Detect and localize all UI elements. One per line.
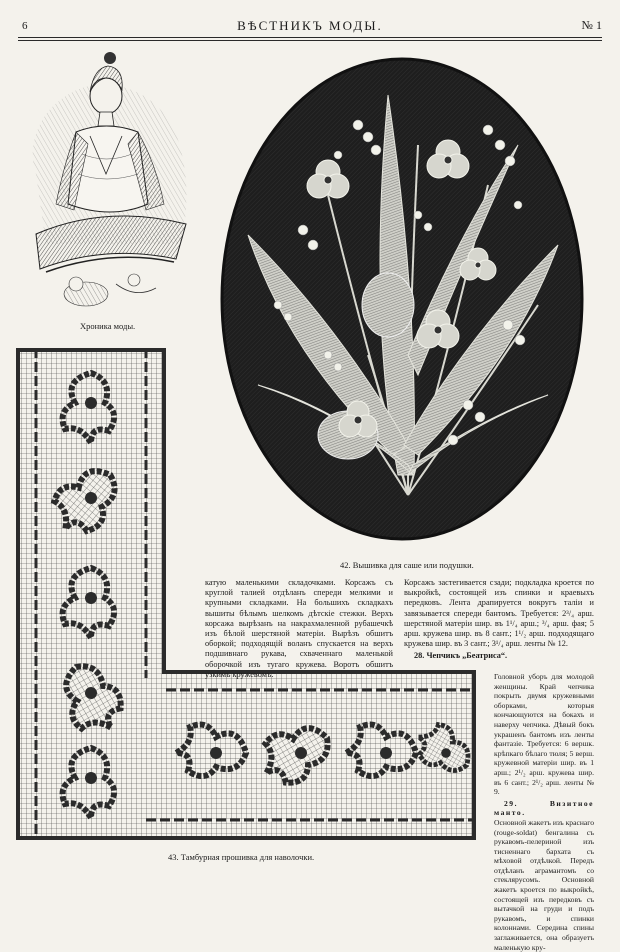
section-29-body: Основной жакетъ изъ краснаго (rouge-soldat) бенгалина съ рукавомъ-пелериной изъ тисненнаго бархата съ мѣховой отдѣлкой. Передъ отдѣланъ аграмантомъ со стеклярусомъ. Основной жакетъ кроется по выкройкѣ, состоящей изъ передковъ съ вытачкой на груди и подъ рукавомъ, и спинки колоннами. Середина спины заглаживается, она образуетъ маленькую кру- xyxy=(494,817,594,952)
section-28 xyxy=(404,651,594,661)
journal-title: ВѢСТНИКЪ МОДЫ. xyxy=(237,18,383,33)
fashion-caption: Хроника моды. xyxy=(80,321,136,331)
section-28-body: Головной уборъ для молодой женщины. Край чепчика покрыть двумя кружевными оборками, которыя кончающуются на бокахъ и наверху чепчика. Дѣвый бокъ украшенъ бантомъ изъ ленты фантазіе. Требуется: 6 вершк. крѣпкаго бѣлаго тюля; 5 верш. кружевной матеріи шир. въ 1 арш.; 2¹/₂ арш. кружева шир. въ 6 сант.; 2¹/₂ арш. ленты № 9. xyxy=(494,672,594,797)
page-number: 6 xyxy=(22,20,28,32)
text-column-right-narrow xyxy=(494,672,594,952)
header-rule-thin xyxy=(18,40,602,41)
fashion-illustration xyxy=(16,44,194,314)
tambour-caption: 43. Тамбурная прошивка для наволочки. xyxy=(168,852,315,862)
text-column-right-top xyxy=(404,578,594,662)
embroidery-caption: 42. Вышивка для саше или подушки. xyxy=(340,560,474,570)
paragraph: Корсажъ застегивается сзади; подкладка кроется по выкройкѣ, состоящей изъ спинки и краевыхъ передковъ. Лента драпируется вокругъ таліи и завязывается спереди бантомъ. Требуется: 2³/₄ арш. шерстяной матеріи шир. въ 1¹/₄ арш.; ³/₄ арш. фая; 5 арш. кружева шир. въ 8 сант.; 1¹/₂ арш. подходящаго кружева шир. въ 3 сант.; 3¹/₄ арш. ленты № 12. xyxy=(404,578,594,649)
page-header xyxy=(18,16,602,36)
fashion-engraving xyxy=(16,44,194,314)
section-29-heading: 29. Визитное манто. xyxy=(494,798,594,818)
issue-number: № 1 xyxy=(581,18,602,32)
header-rule xyxy=(18,37,602,38)
text-column-middle xyxy=(205,578,393,680)
paragraph: катую маленькими складочками. Корсажъ съ круглой талией отдѣланъ спереди мелкими и крупными складками. На большихъ складкахъ вышиты бѣлымъ шелкомъ дѣтскіе стежки. Верхъ корсажа вырѣзанъ на накрахмаленной рубашечкѣ изъ бѣлой шерстяной матеріи. Вырѣзъ обшитъ оборкой; подходящій воланъ спускается на верхъ подшивнаго рукава, схваченнаго маленькой оборочкой изъ тугаго кружева. Воротъ обшитъ узкимъ кружевомъ. xyxy=(205,578,393,679)
section-28-heading: 28. Чепчикъ „Беатриса“. xyxy=(414,651,508,661)
